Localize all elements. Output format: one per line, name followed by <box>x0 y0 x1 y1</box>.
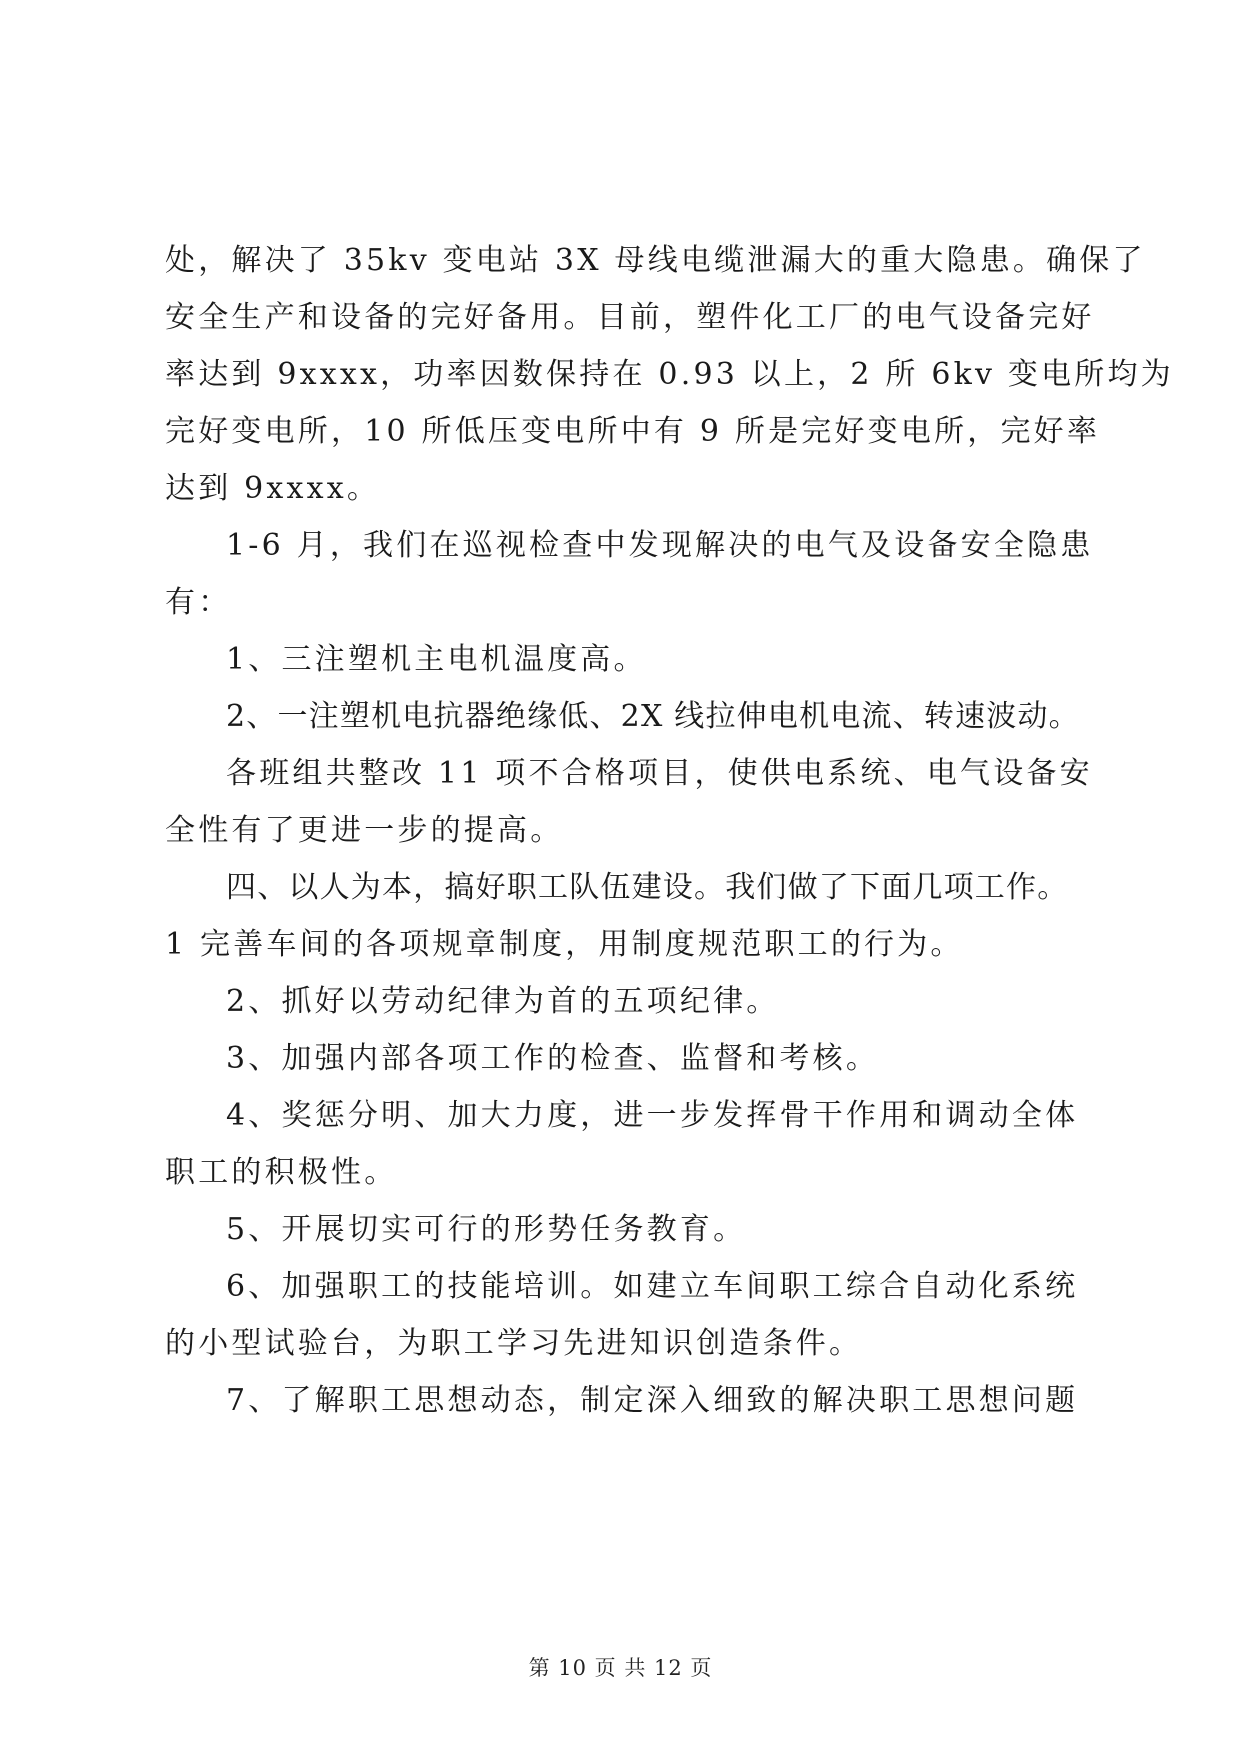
section-heading-line: 四、以人为本，搞好职工队伍建设。我们做了下面几项工作。 <box>226 870 1069 905</box>
page-number-footer: 第 10 页 共 12 页 <box>528 1656 713 1680</box>
list-item-6: 6、加强职工的技能培训。如建立车间职工综合自动化系统 <box>226 1269 1079 1304</box>
list-item-2: 2、一注塑机电抗器绝缘低、2X 线拉伸电机电流、转速波动。 <box>226 699 1080 734</box>
text-line: 完好变电所，10 所低压变电所中有 9 所是完好变电所，完好率 <box>165 414 1101 449</box>
text-line: 有： <box>165 585 232 620</box>
text-line: 的小型试验台，为职工学习先进知识创造条件。 <box>165 1326 863 1361</box>
list-item-1: 1、三注塑机主电机温度高。 <box>226 642 647 677</box>
document-body <box>165 232 1174 1429</box>
list-item-3: 3、加强内部各项工作的检查、监督和考核。 <box>226 1041 880 1076</box>
list-item-4: 4、奖惩分明、加大力度，进一步发挥骨干作用和调动全体 <box>226 1098 1079 1133</box>
list-item-2: 2、抓好以劳动纪律为首的五项纪律。 <box>226 984 780 1019</box>
text-line: 全性有了更进一步的提高。 <box>165 813 564 848</box>
text-line: 处，解决了 35kv 变电站 3X 母线电缆泄漏大的重大隐患。确保了 <box>165 243 1146 278</box>
text-line: 率达到 9xxxx，功率因数保持在 0.93 以上，2 所 6kv 变电所均为 <box>165 357 1174 392</box>
list-item-1: 1 完善车间的各项规章制度，用制度规范职工的行为。 <box>165 927 964 962</box>
list-item-7: 7、了解职工思想动态，制定深入细致的解决职工思想问题 <box>226 1383 1079 1418</box>
text-line: 达到 9xxxx。 <box>165 471 381 506</box>
text-line: 安全生产和设备的完好备用。目前，塑件化工厂的电气设备完好 <box>165 300 1095 335</box>
list-item-5: 5、开展切实可行的形势任务教育。 <box>226 1212 747 1247</box>
text-line: 职工的积极性。 <box>165 1155 398 1190</box>
paragraph-start-line: 1-6 月，我们在巡视检查中发现解决的电气及设备安全隐患 <box>226 528 1094 563</box>
paragraph-start-line: 各班组共整改 11 项不合格项目，使供电系统、电气设备安 <box>226 756 1093 791</box>
